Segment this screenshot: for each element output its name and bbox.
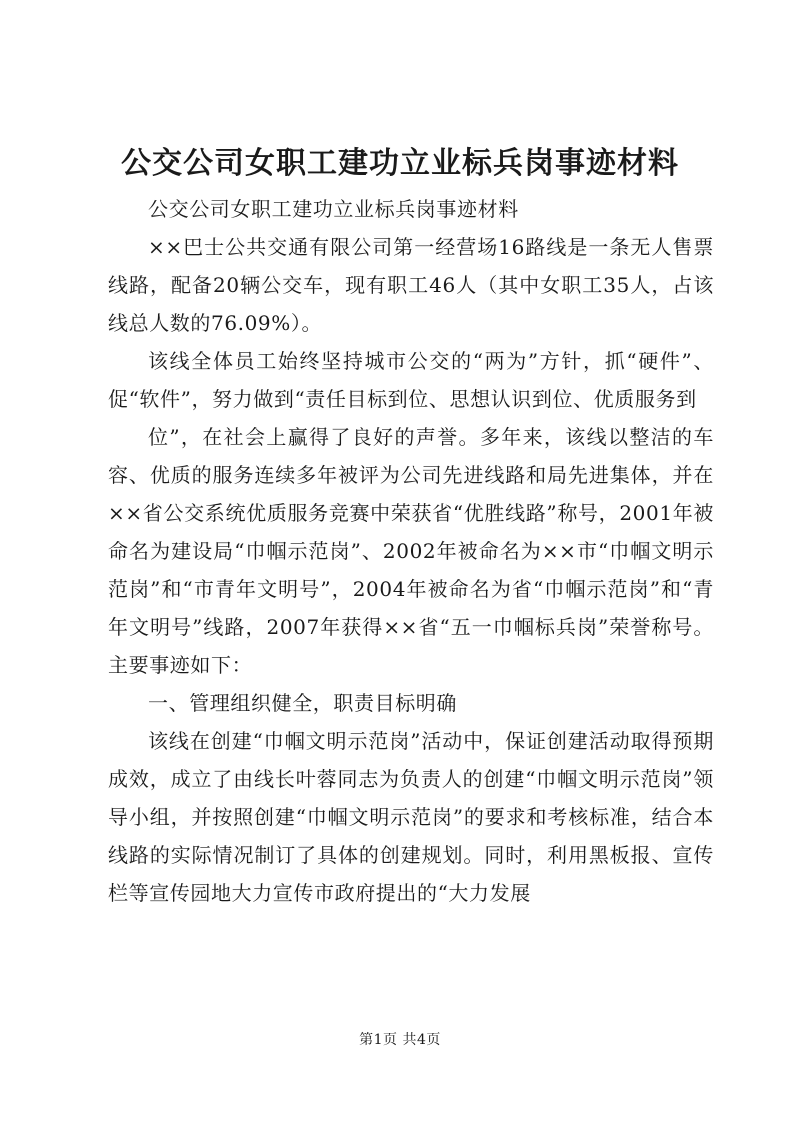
paragraph-section-1: 该线在创建“巾帼文明示范岗”活动中，保证创建活动取得预期成效，成立了由线长叶蓉同志为负责人的创建“巾帼文明示范岗”领导小组，并按照创建“巾帼文明示范岗”的要求和考核标准，结合本线路的实际情况制订了具体的创建规划。同时，利用黑板报、宣传栏等宣传园地大力宣传市政府提出的“大力发展 — [108, 729, 714, 905]
section-heading-1: 一、管理组织健全，职责目标明确 — [148, 691, 457, 715]
paragraph-honors: 位”，在社会上赢得了良好的声誉。多年来，该线以整洁的车容、优质的服务连续多年被评为公司先进线路和局先进集体，并在××省公交系统优质服务竞赛中荣获省“优胜线路”称号，2001年被命名为建设局“巾帼示范岗”、2002年被命名为××市“巾帼文明示范岗”和“市青年文明号”，2004年被命名为省“巾帼示范岗”和“青年文明号”线路，2007年获得××省“五一巾帼标兵岗”荣誉称号。主要事迹如下： — [108, 425, 714, 677]
document-title: 公交公司女职工建功立业标兵岗事迹材料 — [121, 146, 679, 181]
page-number-footer: 第1页 共4页 — [359, 1032, 441, 1048]
paragraph-intro: ××巴士公共交通有限公司第一经营场16路线是一条无人售票线路，配备20辆公交车，现有职工46人（其中女职工35人，占该线总人数的76.09%）。 — [108, 235, 714, 335]
paragraph-policy: 该线全体员工始终坚持城市公交的“两为”方针，抓“硬件”、促“软件”，努力做到“责任目标到位、思想认识到位、优质服务到 — [108, 349, 714, 411]
paragraph-subtitle: 公交公司女职工建功立业标兵岗事迹材料 — [148, 197, 519, 221]
document-body — [108, 190, 714, 912]
